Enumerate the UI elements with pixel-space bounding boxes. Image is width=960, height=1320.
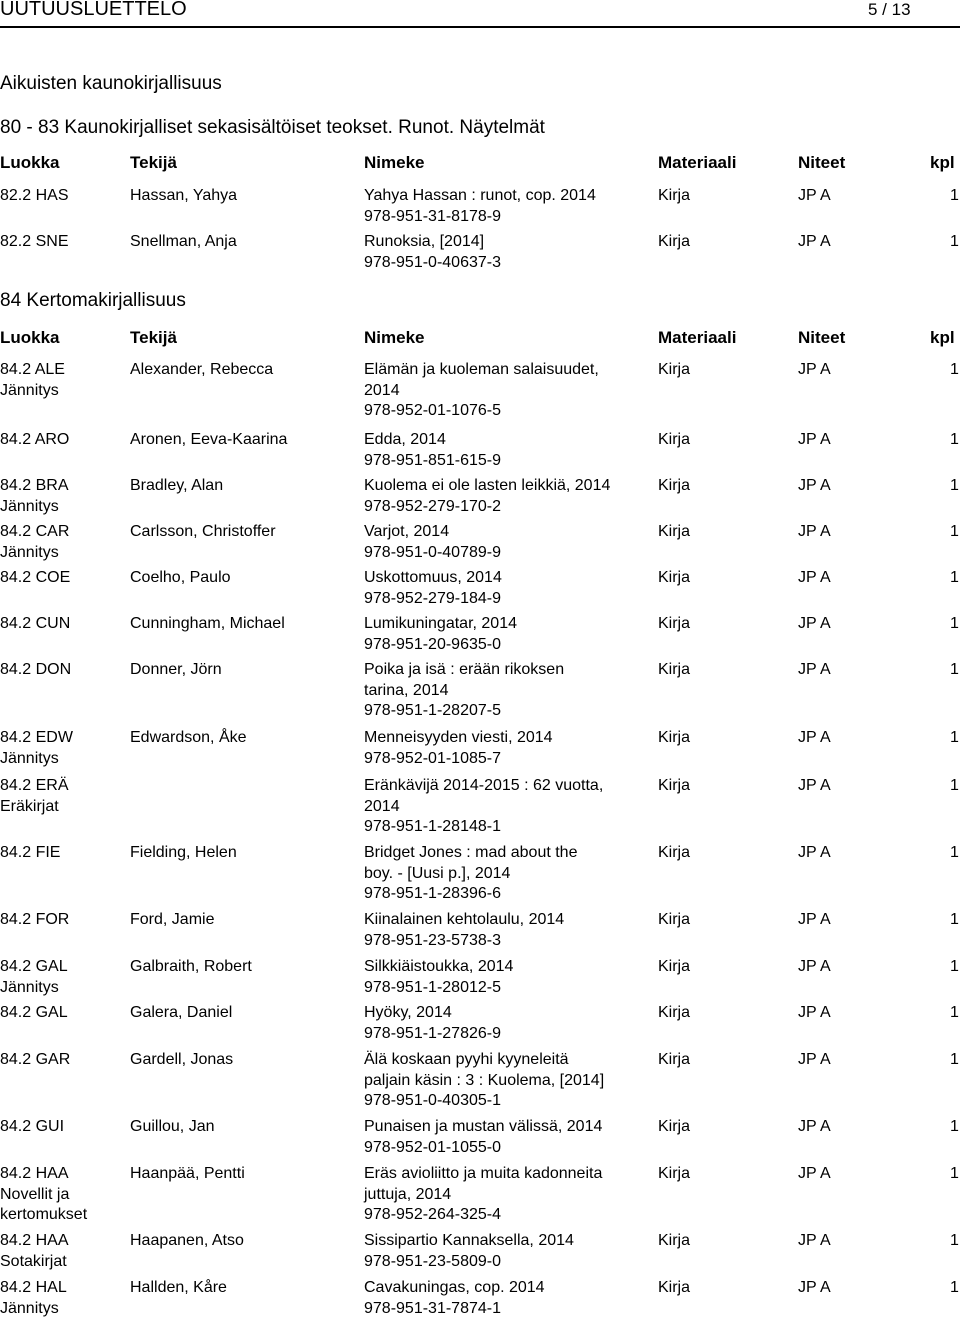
cell-luokka: 84.2 GAR	[0, 1051, 71, 1068]
cell-kpl: 1	[950, 1004, 959, 1021]
cell-tekija: Guillou, Jan	[130, 1118, 215, 1135]
cell-kpl: 1	[950, 661, 959, 678]
cell-isbn: 978-951-1-28012-5	[364, 978, 501, 996]
cell-tekija: Bradley, Alan	[130, 477, 224, 494]
cell-materiaali: Kirja	[658, 1165, 691, 1182]
col-luokka: Luokka	[0, 328, 60, 347]
cell-niteet: JP A	[798, 1279, 831, 1296]
cell-isbn: 978-952-264-325-4	[364, 1206, 501, 1224]
cell-luokka: 84.2 ALE	[0, 361, 65, 378]
cell-niteet: JP A	[798, 233, 831, 250]
cell-isbn: 978-951-0-40789-9	[364, 543, 501, 561]
cell-niteet: JP A	[798, 729, 831, 746]
cell-nimeke: Menneisyyden viesti, 2014	[364, 729, 553, 746]
cell-niteet: JP A	[798, 777, 831, 794]
cell-isbn: 978-951-31-7874-1	[364, 1299, 501, 1317]
cell-kpl: 1	[950, 1165, 959, 1182]
cell-niteet: JP A	[798, 569, 831, 586]
cell-tekija: Hassan, Yahya	[130, 187, 238, 204]
cell-nimeke: Edda, 2014	[364, 431, 446, 448]
col-niteet: Niteet	[798, 328, 846, 347]
cell-tekija: Cunningham, Michael	[130, 615, 285, 632]
cell-nimeke: Sissipartio Kannaksella, 2014	[364, 1232, 574, 1249]
cell-nimeke: Lumikuningatar, 2014	[364, 615, 517, 632]
cell-tekija: Donner, Jörn	[130, 661, 222, 678]
cell-tekija: Gardell, Jonas	[130, 1051, 234, 1068]
cell-materiaali: Kirja	[658, 911, 691, 928]
cell-kpl: 1	[950, 431, 959, 448]
cell-luokka: 82.2 SNE	[0, 233, 69, 250]
cell-kpl: 1	[950, 1279, 959, 1296]
cell-tekija: Coelho, Paulo	[130, 569, 231, 586]
cell-tekija: Ford, Jamie	[130, 911, 215, 928]
cell-materiaali: Kirja	[658, 1118, 691, 1135]
col-materiaali: Materiaali	[658, 153, 737, 172]
cell-isbn: 978-951-1-28207-5	[364, 702, 501, 720]
cell-luokka: 84.2 GAL	[0, 958, 68, 975]
cell-nimeke: Silkkiäistoukka, 2014	[364, 958, 514, 975]
cell-niteet: JP A	[798, 523, 831, 540]
cell-materiaali: Kirja	[658, 1004, 691, 1021]
cell-tekija: Carlsson, Christoffer	[130, 523, 276, 540]
cell-isbn: 978-951-1-28396-6	[364, 885, 501, 903]
col-kpl: kpl	[930, 153, 955, 172]
cell-kpl: 1	[950, 911, 959, 928]
cell-materiaali: Kirja	[658, 233, 691, 250]
cell-niteet: JP A	[798, 431, 831, 448]
cell-isbn: 978-951-31-8178-9	[364, 207, 501, 225]
cell-genre: Jännitys	[0, 749, 59, 767]
cell-genre: Jännitys	[0, 497, 59, 515]
cell-materiaali: Kirja	[658, 958, 691, 975]
cell-luokka: 84.2 HAL	[0, 1279, 67, 1296]
cell-luokka: 84.2 HAA	[0, 1165, 69, 1182]
cell-tekija: Galera, Daniel	[130, 1004, 233, 1021]
cell-niteet: JP A	[798, 1051, 831, 1068]
cell-luokka: 84.2 DON	[0, 661, 72, 678]
cell-nimeke: tarina, 2014	[364, 681, 449, 699]
cell-nimeke: 2014	[364, 797, 400, 815]
cell-materiaali: Kirja	[658, 1279, 691, 1296]
cell-materiaali: Kirja	[658, 477, 691, 494]
cell-nimeke: juttuja, 2014	[364, 1185, 452, 1203]
cell-materiaali: Kirja	[658, 569, 691, 586]
col-kpl: kpl	[930, 328, 955, 347]
cell-niteet: JP A	[798, 911, 831, 928]
cell-materiaali: Kirja	[658, 615, 691, 632]
cell-genre: Eräkirjat	[0, 797, 59, 815]
cell-genre: Jännitys	[0, 978, 59, 996]
cell-materiaali: Kirja	[658, 729, 691, 746]
cell-nimeke: Hyöky, 2014	[364, 1004, 452, 1021]
cell-isbn: 978-951-20-9635-0	[364, 635, 501, 653]
cell-luokka: 84.2 HAA	[0, 1232, 69, 1249]
section-heading: 84 Kertomakirjallisuus	[0, 290, 186, 311]
col-nimeke: Nimeke	[364, 153, 425, 172]
cell-kpl: 1	[950, 844, 959, 861]
cell-materiaali: Kirja	[658, 1051, 691, 1068]
cell-materiaali: Kirja	[658, 361, 691, 378]
cell-luokka: 84.2 ARO	[0, 431, 70, 448]
cell-kpl: 1	[950, 569, 959, 586]
page-number: 5 / 13	[868, 0, 911, 19]
cell-nimeke: Varjot, 2014	[364, 523, 450, 540]
cell-nimeke: boy. - [Uusi p.], 2014	[364, 864, 511, 882]
cell-kpl: 1	[950, 233, 959, 250]
cell-nimeke: Yahya Hassan : runot, cop. 2014	[364, 187, 596, 204]
cell-tekija: Hallden, Kåre	[130, 1279, 227, 1296]
section-heading: 80 - 83 Kaunokirjalliset sekasisältöiset teokset. Runot. Näytelmät	[0, 117, 545, 138]
cell-nimeke: Bridget Jones : mad about the	[364, 844, 578, 861]
cell-genre: Novellit ja	[0, 1185, 70, 1203]
cell-luokka: 84.2 BRA	[0, 477, 69, 494]
col-tekija: Tekijä	[130, 153, 177, 172]
cell-isbn: 978-952-279-184-9	[364, 589, 501, 607]
cell-luokka: 84.2 CAR	[0, 523, 70, 540]
cell-niteet: JP A	[798, 1118, 831, 1135]
cell-genre: Jännitys	[0, 543, 59, 561]
cell-materiaali: Kirja	[658, 187, 691, 204]
cell-luokka: 84.2 FIE	[0, 844, 61, 861]
cell-genre: Jännitys	[0, 381, 59, 399]
cell-nimeke: Uskottomuus, 2014	[364, 569, 502, 586]
cell-niteet: JP A	[798, 361, 831, 378]
cell-luokka: 84.2 CUN	[0, 615, 71, 632]
cell-niteet: JP A	[798, 958, 831, 975]
cell-nimeke: Kiinalainen kehtolaulu, 2014	[364, 911, 565, 928]
col-nimeke: Nimeke	[364, 328, 425, 347]
cell-kpl: 1	[950, 523, 959, 540]
cell-nimeke: paljain käsin : 3 : Kuolema, [2014]	[364, 1071, 605, 1089]
col-materiaali: Materiaali	[658, 328, 737, 347]
report-title: UUTUUSLUETTELO	[0, 0, 187, 20]
cell-isbn: 978-952-279-170-2	[364, 497, 501, 515]
col-luokka: Luokka	[0, 153, 60, 172]
cell-tekija: Aronen, Eeva-Kaarina	[130, 431, 288, 448]
header-divider	[0, 26, 960, 28]
cell-tekija: Galbraith, Robert	[130, 958, 252, 975]
cell-isbn: 978-951-851-615-9	[364, 451, 501, 469]
cell-kpl: 1	[950, 361, 959, 378]
cell-nimeke: Eräs avioliitto ja muita kadonneita	[364, 1165, 603, 1182]
cell-nimeke: Älä koskaan pyyhi kyyneleitä	[364, 1051, 569, 1068]
cell-isbn: 978-952-01-1055-0	[364, 1138, 501, 1156]
cell-luokka: 84.2 COE	[0, 569, 71, 586]
cell-nimeke: 2014	[364, 381, 400, 399]
cell-genre: Jännitys	[0, 1299, 59, 1317]
cell-tekija: Snellman, Anja	[130, 233, 237, 250]
cell-luokka: 82.2 HAS	[0, 187, 69, 204]
cell-niteet: JP A	[798, 1004, 831, 1021]
cell-materiaali: Kirja	[658, 431, 691, 448]
col-tekija: Tekijä	[130, 328, 177, 347]
cell-materiaali: Kirja	[658, 523, 691, 540]
cell-isbn: 978-951-23-5809-0	[364, 1252, 501, 1270]
category-heading: Aikuisten kaunokirjallisuus	[0, 73, 222, 94]
cell-nimeke: Eränkävijä 2014-2015 : 62 vuotta,	[364, 777, 604, 794]
cell-kpl: 1	[950, 958, 959, 975]
cell-kpl: 1	[950, 477, 959, 494]
cell-materiaali: Kirja	[658, 1232, 691, 1249]
cell-luokka: 84.2 GUI	[0, 1118, 65, 1135]
col-niteet: Niteet	[798, 153, 846, 172]
cell-kpl: 1	[950, 777, 959, 794]
cell-isbn: 978-951-1-28148-1	[364, 818, 501, 836]
cell-nimeke: Elämän ja kuoleman salaisuudet,	[364, 361, 599, 378]
cell-luokka: 84.2 FOR	[0, 911, 70, 928]
cell-nimeke: Kuolema ei ole lasten leikkiä, 2014	[364, 477, 611, 494]
cell-tekija: Fielding, Helen	[130, 844, 237, 861]
cell-nimeke: Punaisen ja mustan välissä, 2014	[364, 1118, 603, 1135]
cell-tekija: Edwardson, Åke	[130, 729, 247, 746]
cell-niteet: JP A	[798, 1232, 831, 1249]
cell-nimeke: Poika ja isä : erään rikoksen	[364, 661, 565, 678]
cell-isbn: 978-952-01-1085-7	[364, 749, 501, 767]
cell-niteet: JP A	[798, 477, 831, 494]
cell-kpl: 1	[950, 729, 959, 746]
cell-genre: kertomukset	[0, 1206, 88, 1224]
cell-kpl: 1	[950, 615, 959, 632]
cell-nimeke: Cavakuningas, cop. 2014	[364, 1279, 545, 1296]
cell-kpl: 1	[950, 1232, 959, 1249]
cell-isbn: 978-951-0-40305-1	[364, 1092, 501, 1110]
cell-isbn: 978-951-23-5738-3	[364, 931, 501, 949]
cell-luokka: 84.2 GAL	[0, 1004, 68, 1021]
cell-luokka: 84.2 EDW	[0, 729, 73, 746]
cell-tekija: Haanpää, Pentti	[130, 1165, 245, 1182]
cell-luokka: 84.2 ERÄ	[0, 777, 69, 794]
cell-tekija: Haapanen, Atso	[130, 1232, 244, 1249]
cell-materiaali: Kirja	[658, 777, 691, 794]
cell-nimeke: Runoksia, [2014]	[364, 233, 485, 250]
cell-tekija: Alexander, Rebecca	[130, 361, 274, 378]
cell-niteet: JP A	[798, 1165, 831, 1182]
cell-isbn: 978-952-01-1076-5	[364, 402, 501, 420]
cell-kpl: 1	[950, 187, 959, 204]
cell-isbn: 978-951-1-27826-9	[364, 1024, 501, 1042]
cell-genre: Sotakirjat	[0, 1252, 67, 1270]
cell-niteet: JP A	[798, 661, 831, 678]
cell-niteet: JP A	[798, 615, 831, 632]
cell-materiaali: Kirja	[658, 661, 691, 678]
cell-niteet: JP A	[798, 187, 831, 204]
cell-isbn: 978-951-0-40637-3	[364, 253, 501, 271]
cell-kpl: 1	[950, 1051, 959, 1068]
cell-niteet: JP A	[798, 844, 831, 861]
cell-kpl: 1	[950, 1118, 959, 1135]
cell-materiaali: Kirja	[658, 844, 691, 861]
